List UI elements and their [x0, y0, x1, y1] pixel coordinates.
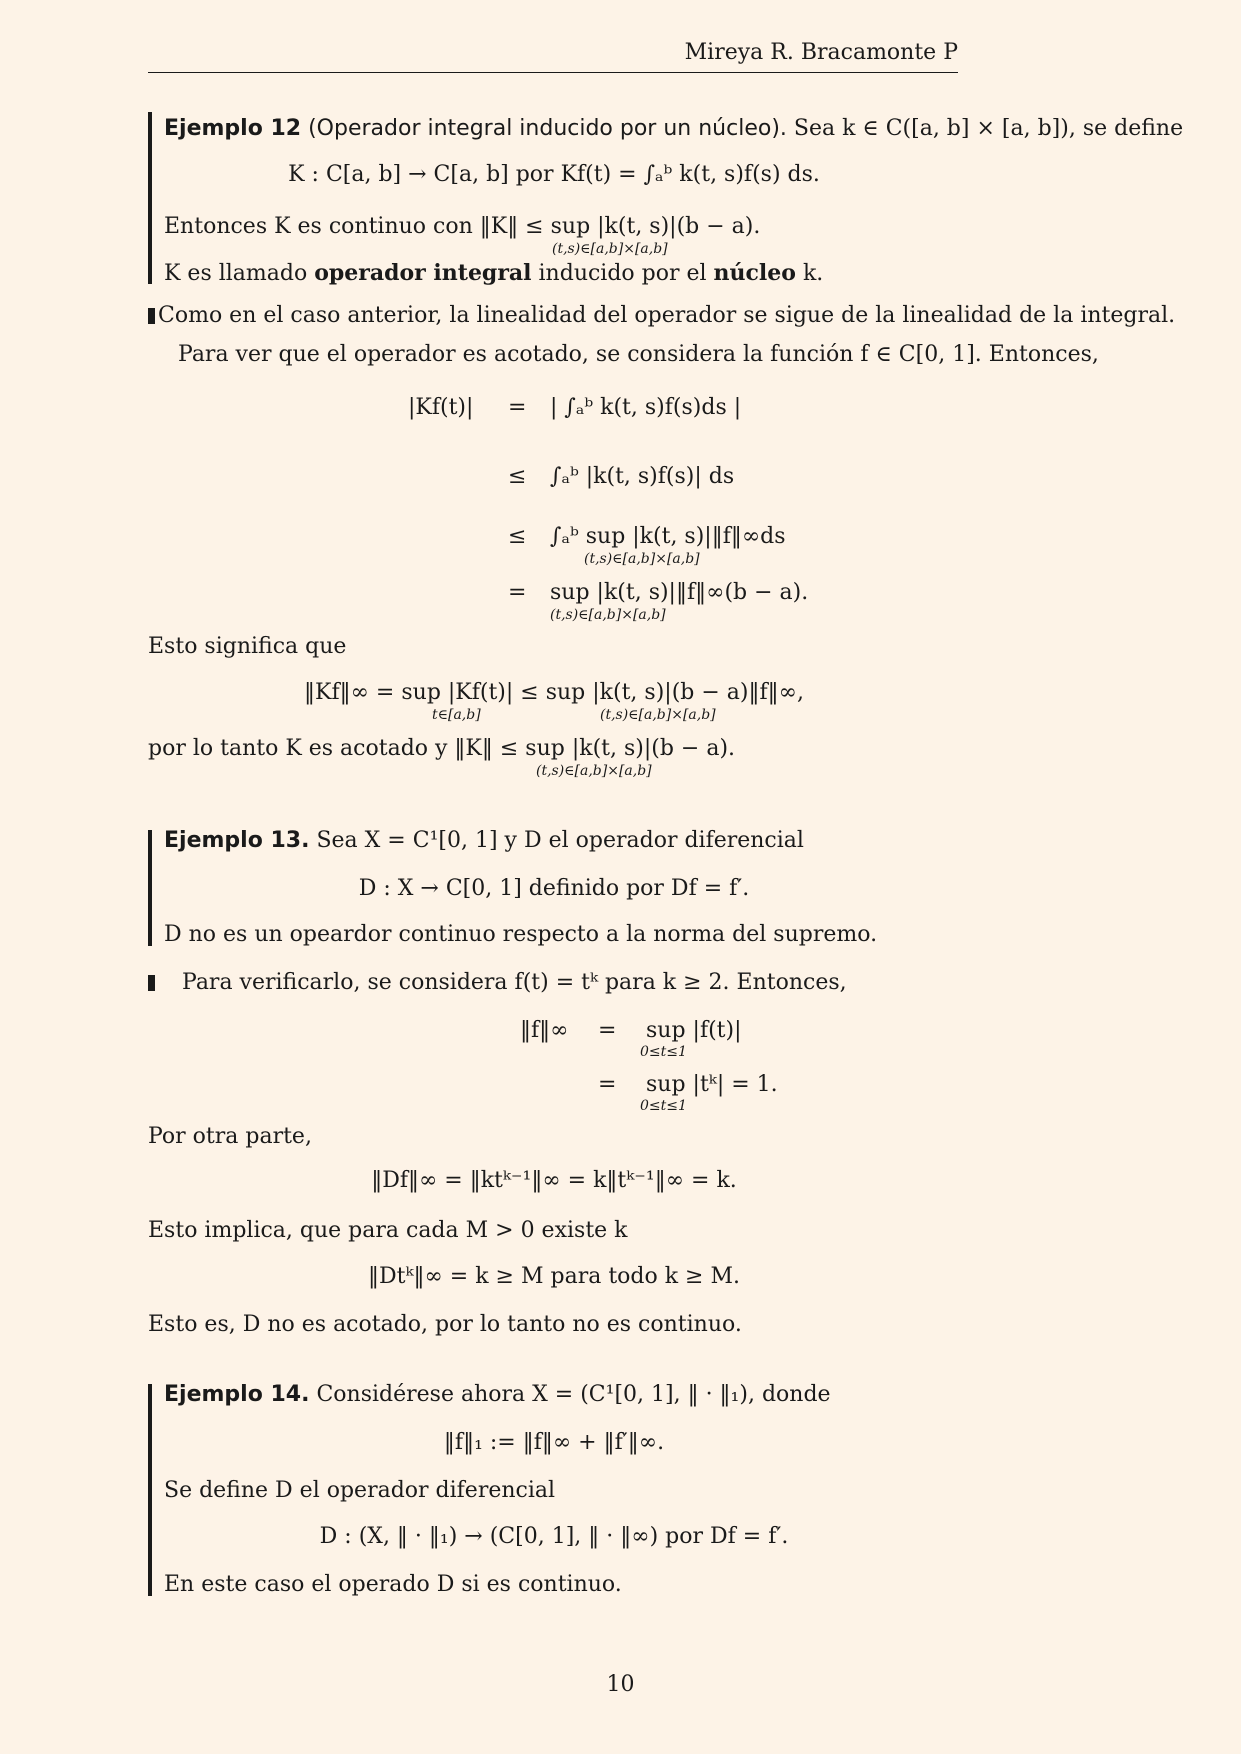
sup-subscript: 0≤t≤1 — [640, 1044, 687, 1060]
sup-subscript: (t,s)∈[a,b]×[a,b] — [600, 707, 716, 723]
sup-subscript: (t,s)∈[a,b]×[a,b] — [584, 551, 700, 567]
eq-rhs: | ∫ₐᵇ k(t, s)f(s)ds | — [550, 395, 742, 420]
proof-13-implies: Esto implica, que para cada M > 0 existe k — [148, 1218, 628, 1243]
proof-marker — [148, 308, 155, 324]
example-14-definition: D : (X, ‖ · ‖₁) → (C[0, 1], ‖ · ‖∞) por Df = f′. — [319, 1524, 789, 1549]
eq-rel: = — [598, 1072, 617, 1097]
running-header — [148, 38, 958, 73]
proof-13-conclusion: Esto es, D no es acotado, por lo tanto no es continuo. — [148, 1312, 742, 1337]
example-13-definition: D : X → C[0, 1] definido por Df = f′. — [358, 876, 750, 901]
eq-rel: ≤ — [508, 464, 527, 489]
sup-subscript: (t,s)∈[a,b]×[a,b] — [550, 607, 666, 623]
eq-rhs: ∫ₐᵇ sup |k(t, s)|‖f‖∞ds — [550, 524, 786, 549]
eq-rel: = — [508, 395, 527, 420]
example-13-heading: Ejemplo 13. Sea X = C¹[0, 1] y D el operador diferencial — [164, 828, 804, 853]
eq-rel: = — [508, 580, 527, 605]
proof-12-line2: Para ver que el operador es acotado, se considera la función f ∈ C[0, 1]. Entonces, — [178, 342, 1099, 367]
eq-rel: ≤ — [508, 524, 527, 549]
proof-12-line1: Como en el caso anterior, la linealidad del operador se sigue de la linealidad de la integral. — [158, 303, 1176, 328]
example-14-heading: Ejemplo 14. Considérese ahora X = (C¹[0, 1], ‖ · ‖₁), donde — [164, 1382, 831, 1407]
example-12-heading: Ejemplo 12 (Operador integral inducido por un núcleo). Sea k ∈ C([a, b] × [a, b]), se define — [164, 116, 1184, 141]
example-13-statement: D no es un opeardor continuo respecto a la norma del supremo. — [164, 922, 878, 947]
page-number: 10 — [606, 1672, 635, 1697]
example-12-bar — [148, 112, 152, 284]
proof-13-line1: Para verificarlo, se considera f(t) = tᵏ para k ≥ 2. Entonces, — [182, 970, 847, 995]
eq-lhs: |Kf(t)| — [408, 395, 474, 420]
proof-12-eq5: ‖Kf‖∞ = sup |Kf(t)| ≤ sup |k(t, s)|(b − a)‖f‖∞, — [304, 680, 804, 705]
sup-subscript: t∈[a,b] — [432, 707, 481, 723]
eq-rhs: sup |tᵏ| = 1. — [646, 1072, 778, 1097]
example-14-bar — [148, 1384, 152, 1596]
proof-13-other: Por otra parte, — [148, 1124, 312, 1149]
eq-rel: = — [598, 1018, 617, 1043]
proof-13-eq3: ‖Df‖∞ = ‖ktᵏ⁻¹‖∞ = k‖tᵏ⁻¹‖∞ = k. — [371, 1168, 737, 1193]
example-14-define: Se define D el operador diferencial — [164, 1478, 556, 1503]
example-14-norm: ‖f‖₁ := ‖f‖∞ + ‖f′‖∞. — [443, 1430, 665, 1455]
sup-subscript: (t,s)∈[a,b]×[a,b] — [536, 763, 652, 779]
example-12-named: K es llamado operador integral inducido por el núcleo k. — [164, 260, 824, 286]
proof-12-conclusion: por lo tanto K es acotado y ‖K‖ ≤ sup |k(t, s)|(b − a). — [148, 736, 736, 761]
eq-rhs: sup |f(t)| — [646, 1018, 742, 1043]
example-12-definition: K : C[a, b] → C[a, b] por Kf(t) = ∫ₐᵇ k(t, s)f(s) ds. — [288, 162, 820, 187]
example-14-statement: En este caso el operado D si es continuo. — [164, 1572, 622, 1597]
proof-marker — [148, 975, 155, 991]
proof-12-means: Esto significa que — [148, 634, 347, 659]
proof-13-eq4: ‖Dtᵏ‖∞ = k ≥ M para todo k ≥ M. — [367, 1264, 741, 1289]
sup-subscript: 0≤t≤1 — [640, 1098, 687, 1114]
author-name: Mireya R. Bracamonte P — [684, 40, 958, 65]
eq-rhs: ∫ₐᵇ |k(t, s)f(s)| ds — [550, 464, 735, 489]
example-12-continuity: Entonces K es continuo con ‖K‖ ≤ sup |k(t, s)|(b − a). — [164, 214, 761, 239]
sup-subscript: (t,s)∈[a,b]×[a,b] — [552, 241, 668, 257]
eq-lhs: ‖f‖∞ — [520, 1018, 569, 1043]
eq-rhs: sup |k(t, s)|‖f‖∞(b − a). — [550, 580, 809, 605]
